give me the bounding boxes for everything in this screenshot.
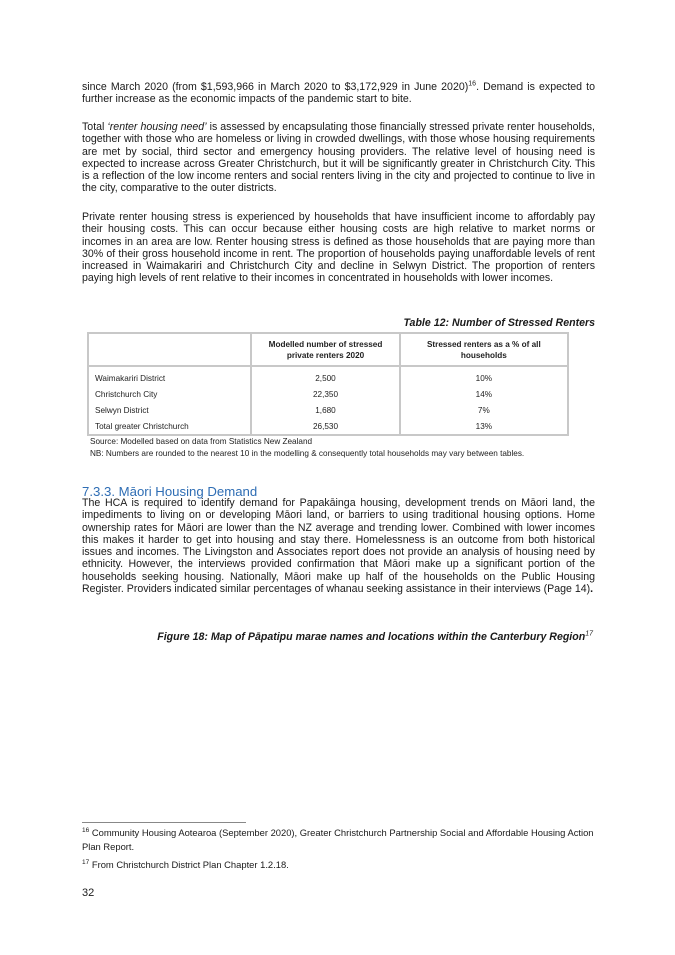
row-percent: 10% bbox=[475, 373, 493, 383]
row-count: 1,680 bbox=[251, 402, 399, 418]
row-count: 26,530 bbox=[251, 418, 399, 435]
row-label: Total greater Christchurch bbox=[88, 418, 251, 435]
footnote-number: 17 bbox=[82, 858, 90, 866]
table-row bbox=[88, 402, 568, 418]
footnote-text: Community Housing Aotearoa (September 2020), Greater Christchurch Partnership Social and Affordable Housing Action Plan Report. bbox=[82, 827, 594, 852]
row-label: Selwyn District bbox=[88, 402, 251, 418]
paragraph-text: . Demand is expected to further increase as the economic impacts of the pandemic start to bite. bbox=[82, 81, 595, 106]
row-percent: 13% bbox=[475, 421, 493, 431]
paragraph-maori-housing bbox=[82, 497, 595, 595]
table-header-row bbox=[88, 333, 568, 366]
table-source-note: Source: Modelled based on data from Statistics New Zealand bbox=[90, 437, 313, 446]
section-heading: 7.3.3. Māori Housing Demand bbox=[82, 484, 258, 499]
footnote-divider bbox=[82, 822, 246, 823]
paragraph-renter-housing-need bbox=[82, 121, 595, 195]
table-caption: Table 12: Number of Stressed Renters bbox=[403, 317, 595, 329]
figure-caption bbox=[157, 631, 593, 643]
footnote-text: From Christchurch District Plan Chapter 1.2.18. bbox=[89, 859, 289, 870]
table-row bbox=[88, 418, 568, 435]
paragraph-renter-stress: Private renter housing stress is experienced by households that have insufficient income to affordably pay their housing costs. This can occur because either housing costs are high relative to market norms or incomes in an area are low. Renter housing stress is defined as those households that are paying more than 30% of their gross household income in rent. The proportion of households paying unaffordable levels of rent increased in Waimakariri and Christchurch City and decline in Selwyn District. The proportion of renters paying high levels of rent relative to their incomes in concentrated in households with lower incomes. bbox=[82, 211, 595, 285]
table-header-modelled-number: Modelled number of stressed private renters 2020 bbox=[251, 333, 399, 366]
table-header-percent-households: Stressed renters as a % of all households bbox=[426, 339, 541, 360]
row-count: 2,500 bbox=[251, 366, 399, 386]
row-percent: 7% bbox=[477, 405, 490, 415]
paragraph-text: since March 2020 (from $1,593,966 in March 2020 to $3,172,929 in June 2020) bbox=[82, 81, 469, 93]
figure-caption-text: Figure 18: Map of Pāpatipu marae names and locations within the Canterbury Region bbox=[157, 631, 586, 643]
emphasis-term: ‘renter housing need’ bbox=[107, 121, 207, 133]
footnote-ref-16: 16 bbox=[468, 80, 477, 88]
paragraph-text: is assessed by encapsulating those financially stressed private renter households, together with those who are homeless or living in crowded dwellings, with those whose housing requirements are met by social, third sector and emergency housing providers. The relative level of housing need is expected to increase across Greater Christchurch, but it will be significantly greater in Christchurch City. This is a reflection of the low income renters and social renters living in the city and projected to continue to live in the city, comparative to the outer districts. bbox=[82, 121, 595, 195]
table-header-blank bbox=[88, 333, 251, 366]
table-row bbox=[88, 366, 568, 386]
footnote-16 bbox=[82, 826, 602, 854]
paragraph-text: Total bbox=[82, 121, 108, 133]
row-label: Waimakariri District bbox=[88, 366, 251, 386]
row-percent: 14% bbox=[475, 389, 493, 399]
footnote-ref-17: 17 bbox=[585, 630, 593, 638]
stressed-renters-table bbox=[87, 332, 569, 436]
paragraph-end-mark: . bbox=[590, 583, 594, 596]
row-label: Christchurch City bbox=[88, 386, 251, 402]
paragraph-demand bbox=[82, 81, 595, 106]
footnote-number: 16 bbox=[82, 826, 90, 834]
row-count: 22,350 bbox=[251, 386, 399, 402]
table-row bbox=[88, 386, 568, 402]
footnote-17 bbox=[82, 858, 602, 872]
page-number: 32 bbox=[82, 887, 95, 899]
paragraph-text: The HCA is required to identify demand for Papakāinga housing, development trends on Māori land, the impediments to living on or developing Māori land, or barriers to using traditional housing options. Home ownership rates for Māori are lower than the NZ average and trending lower. Combined with lower incomes this makes it harder to get into housing and stay there. Homelessness is an outcome from both historical issues and incomes. The Livingston and Associates report does not provide an analysis of housing need by ethnicity. However, the interviews provided confirmation that Māori make up a significant portion of the households seeking housing. Nationally, Māori make up half of the households on the Public Housing Register. Providers indicated similar percentages of whanau seeking assistance in their interviews (Page 14) bbox=[82, 497, 595, 596]
table-nb-note: NB: Numbers are rounded to the nearest 10 in the modelling & consequently total households may vary between tables. bbox=[90, 449, 525, 458]
